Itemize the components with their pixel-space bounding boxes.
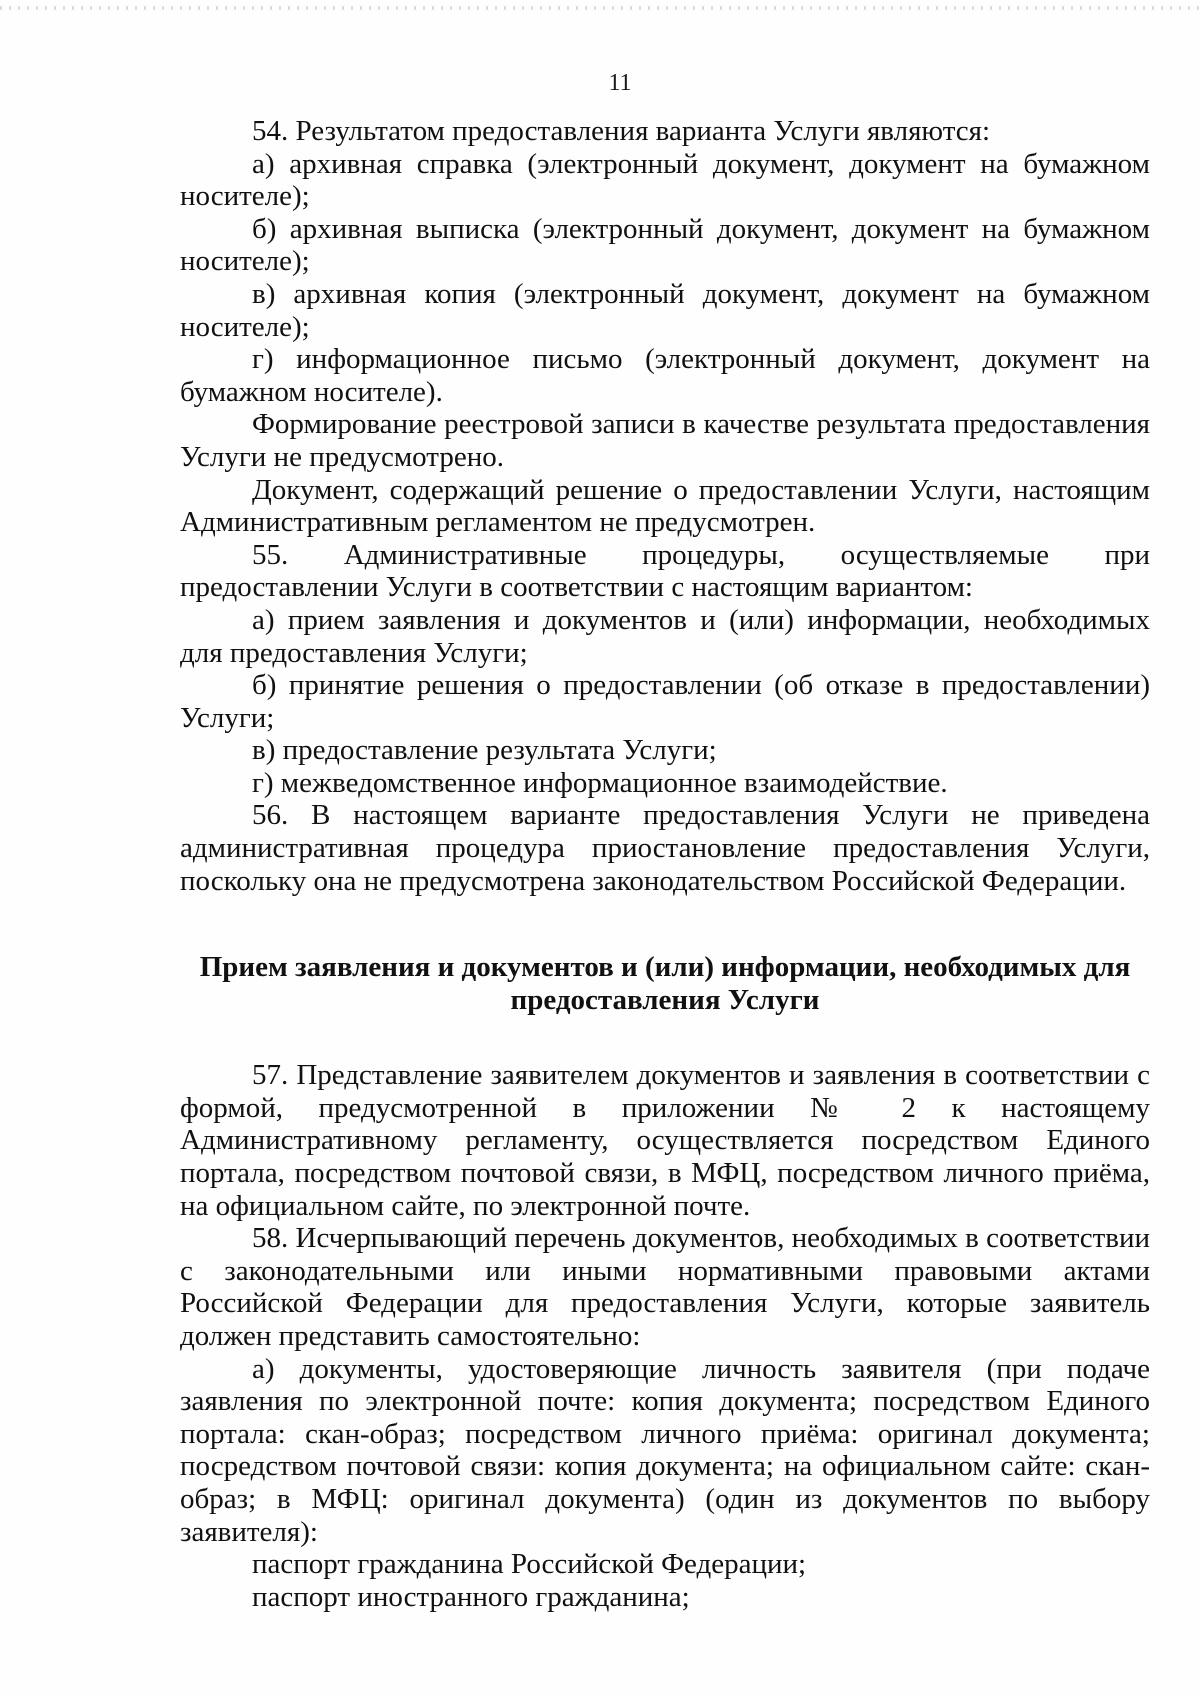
list-item-54c: в) архивная копия (электронный документ, документ на бумажном носителе);: [180, 277, 1150, 343]
list-item-passport-rf: паспорт гражданина Российской Федерации;: [252, 1548, 807, 1581]
paragraph-58: 58. Исчерпывающий перечень документов, необходимых в соответствии с законодательными или иными нормативными правовыми актами Российской Федерации для предоставления Услуги, которые заявитель должен представить самостоятельно:: [180, 1222, 1150, 1352]
page-number: 11: [608, 70, 632, 96]
document-body: [180, 115, 1150, 1613]
paragraph-55: 55. Административные процедуры, осуществляемые при предоставлении Услуги в соответствии с настоящим вариантом:: [180, 538, 1150, 604]
list-item-54b: б) архивная выписка (электронный документ, документ на бумажном носителе);: [180, 212, 1150, 278]
list-item-55b: б) принятие решения о предоставлении (об отказе в предоставлении) Услуги;: [180, 669, 1150, 734]
list-item-passport-foreign: паспорт иностранного гражданина;: [252, 1580, 690, 1613]
paragraph-decision-note: Документ, содержащий решение о предоставлении Услуги, настоящим Административным регламентом не предусмотрен.: [180, 473, 1150, 539]
section-heading-line-2: предоставления Услуги: [510, 984, 820, 1017]
scan-edge-artifact: [0, 6, 1200, 10]
section-heading: [180, 951, 1150, 1017]
paragraph-54: 54. Результатом предоставления варианта Услуги являются:: [252, 115, 990, 147]
list-item-58a: а) документы, удостоверяющие личность заявителя (при подаче заявления по электронной почте: копия документа; посредством Единого портала: скан-образ; посредством личного приёма: оригинал документа; посредством почтовой связи: копия документа; на официальном сайте: скан-образ; в МФЦ: оригинал документа) (один из документов по выбору заявителя):: [180, 1352, 1150, 1548]
list-item-55c: в) предоставление результата Услуги;: [252, 734, 717, 767]
list-item-55a: а) прием заявления и документов и (или) информации, необходимых для предоставления Услуги;: [180, 603, 1150, 669]
paragraph-57: 57. Представление заявителем документов и заявления в соответствии с формой, предусмотренной в приложении № 2 к настоящему Административному регламенту, осуществляется посредством Единого портала, посредством почтовой связи, в МФЦ, посредством личного приёма, на официальном сайте, по электронной почте.: [180, 1059, 1150, 1222]
paragraph-registry-note: Формирование реестровой записи в качестве результата предоставления Услуги не предусмотрено.: [180, 408, 1150, 473]
list-item-54d: г) информационное письмо (электронный документ, документ на бумажном носителе).: [180, 343, 1150, 408]
section-heading-line-1: Прием заявления и документов и (или) информации, необходимых для: [199, 951, 1131, 984]
list-item-55d: г) межведомственное информационное взаимодействие.: [252, 766, 948, 799]
paragraph-56: 56. В настоящем варианте предоставления Услуги не приведена административная процедура приостановление предоставления Услуги, поскольку она не предусмотрена законодательством Российской Федерации.: [180, 799, 1150, 897]
list-item-54a: а) архивная справка (электронный документ, документ на бумажном носителе);: [180, 147, 1150, 213]
